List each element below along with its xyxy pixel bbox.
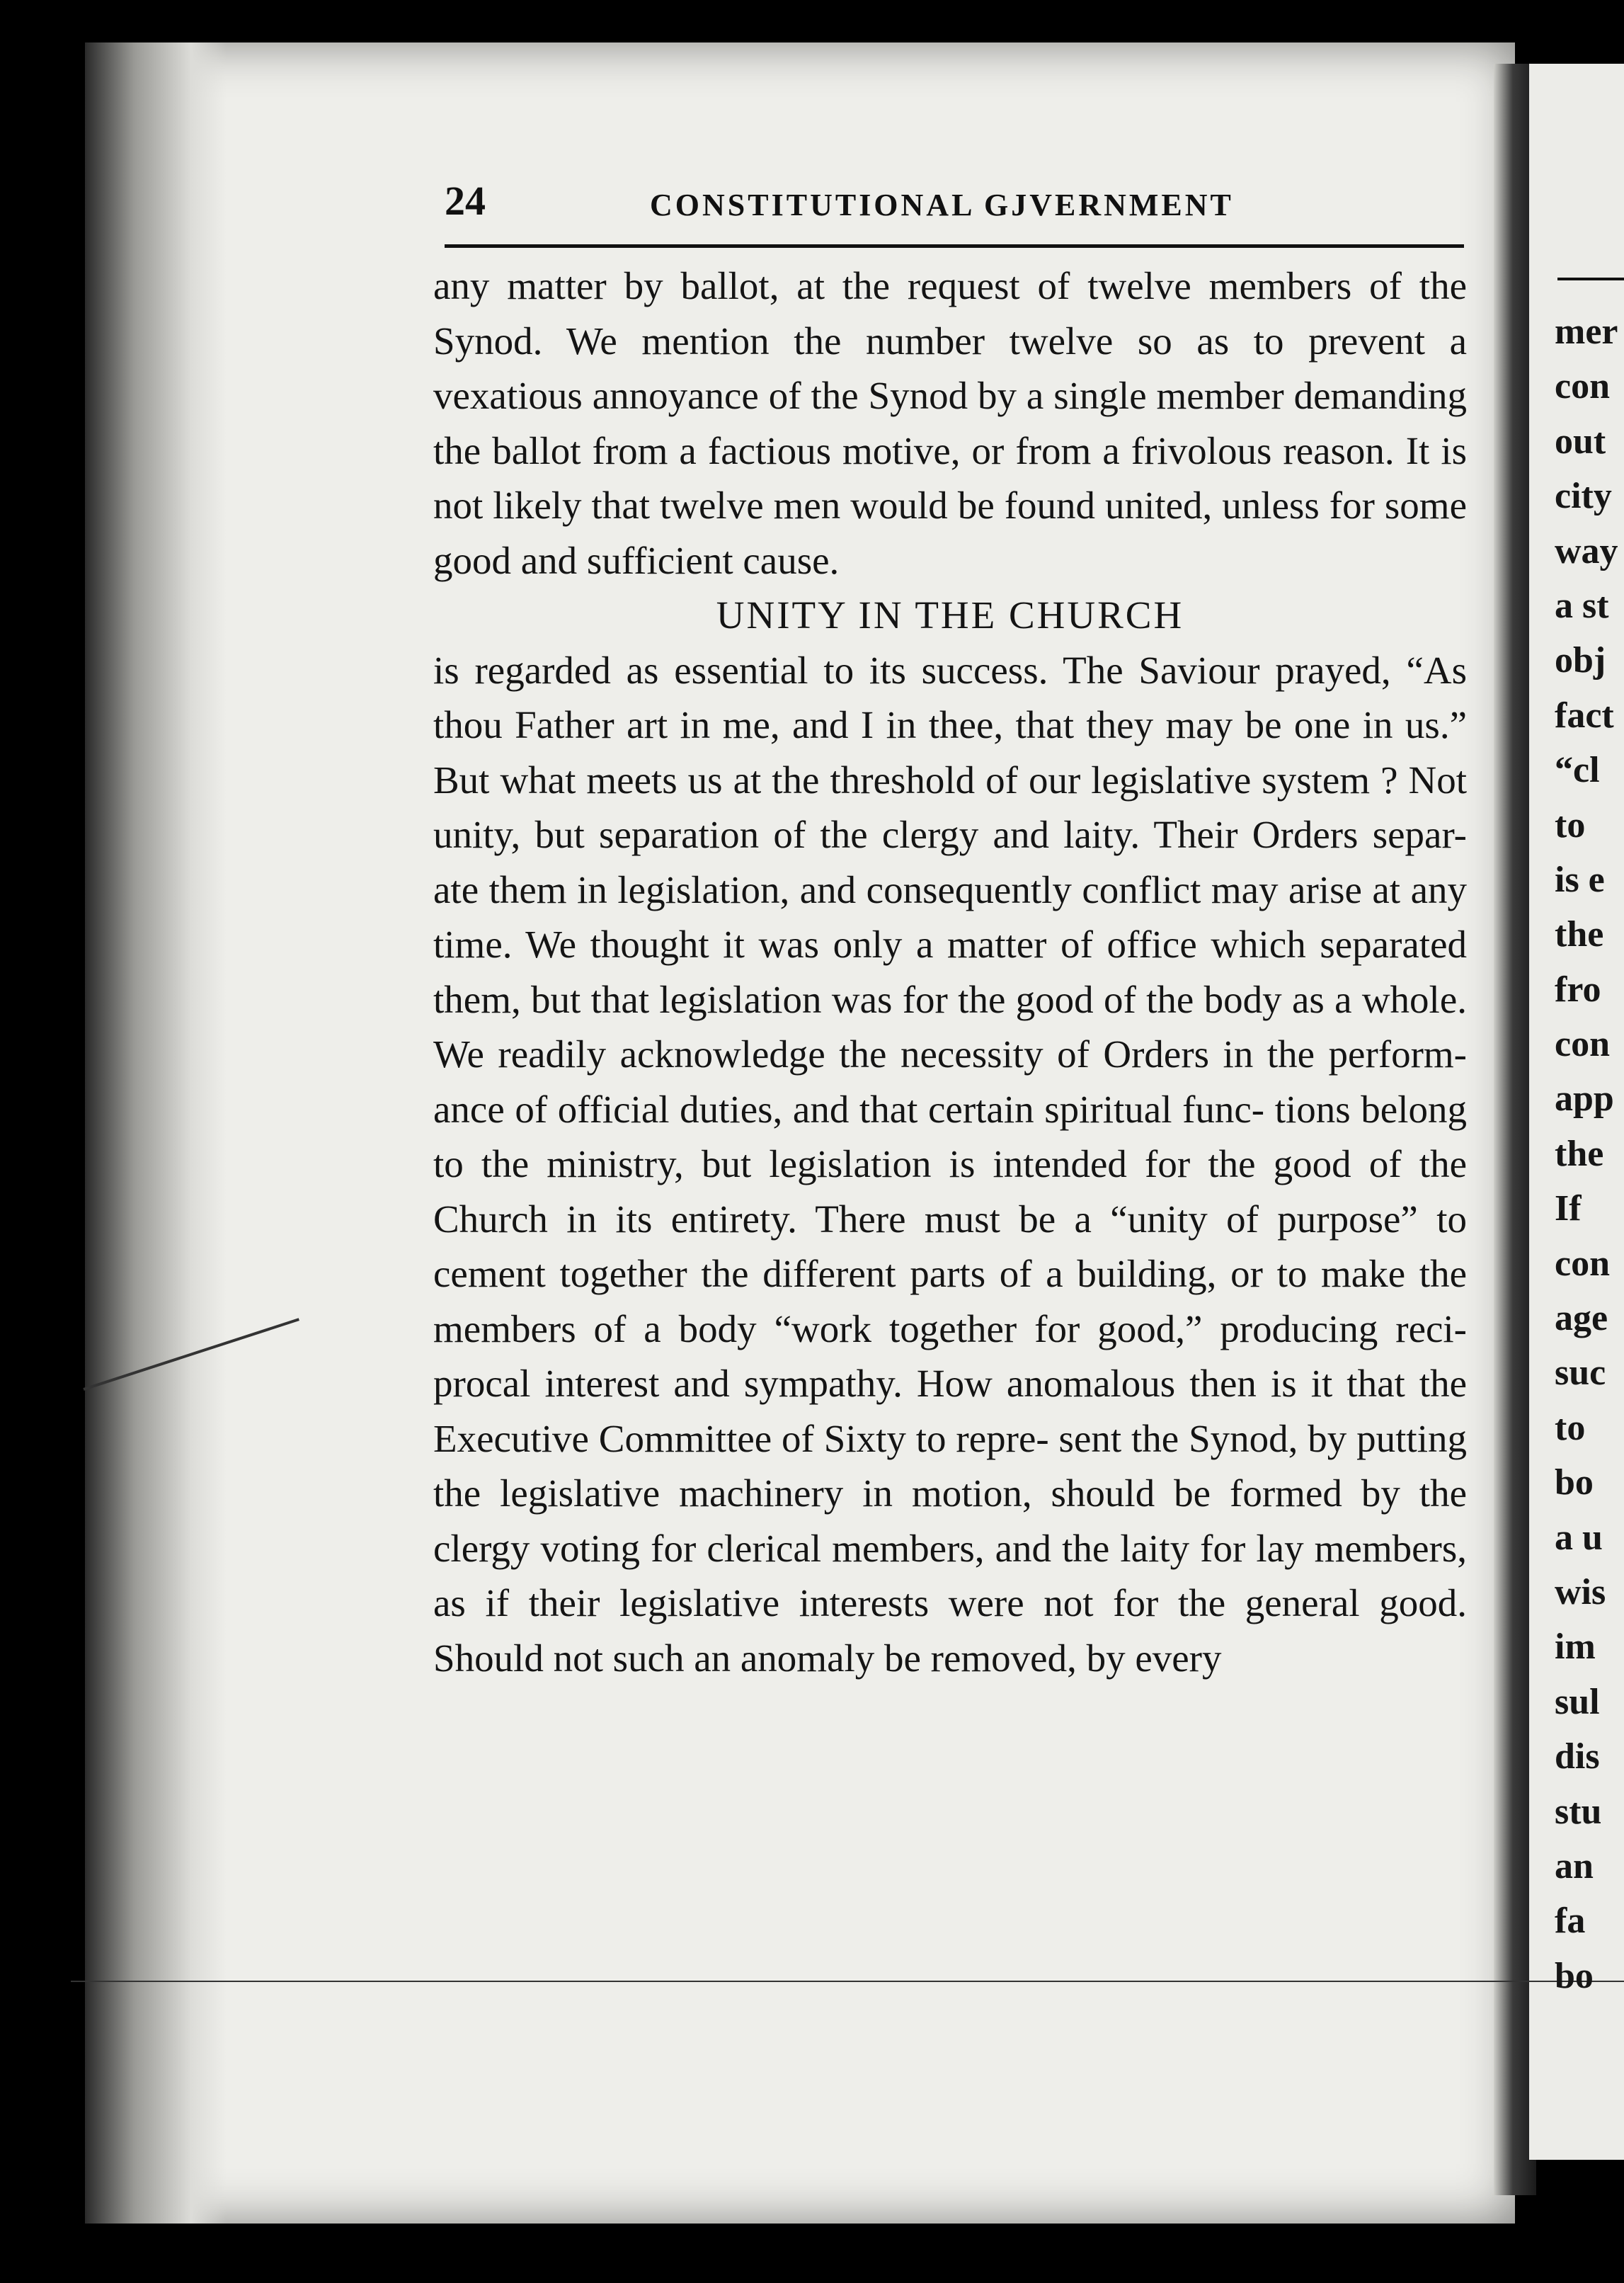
adjacent-line-fragment: an xyxy=(1555,1845,1594,1886)
adjacent-line-fragment: bo xyxy=(1555,1955,1594,1996)
paragraph-ballot: any matter by ballot, at the request of twelve members of the Synod. We mention the number twelve so as to prevent a vexatious annoyance of the Synod by a single member demanding the ballot from a factious motive, or from a frivolous reason. It is not likely that twelve men would be found united, unless for some good and sufficient cause. xyxy=(433,264,1467,582)
adjacent-line-fragment: fro xyxy=(1555,969,1601,1010)
adjacent-line-fragment: to xyxy=(1555,804,1586,846)
adjacent-page-text xyxy=(1555,304,1624,2003)
adjacent-page-rule xyxy=(1557,278,1624,280)
adjacent-line-fragment: suc xyxy=(1555,1353,1606,1394)
body-text xyxy=(433,258,1467,1685)
adjacent-line-fragment: sul xyxy=(1555,1681,1600,1722)
adjacent-line-fragment: age xyxy=(1555,1298,1608,1339)
adjacent-line-fragment: fact xyxy=(1555,695,1614,736)
adjacent-line-fragment: bo xyxy=(1555,1462,1594,1503)
adjacent-line-fragment: a st xyxy=(1555,585,1609,626)
adjacent-line-fragment: city xyxy=(1555,476,1612,517)
adjacent-line-fragment: stu xyxy=(1555,1791,1602,1832)
adjacent-line-fragment: the xyxy=(1555,1133,1604,1174)
adjacent-line-fragment: obj xyxy=(1555,640,1606,681)
adjacent-line-fragment: im xyxy=(1555,1627,1596,1668)
page-number: 24 xyxy=(445,178,486,224)
adjacent-line-fragment: fa xyxy=(1555,1901,1586,1942)
adjacent-line-fragment: way xyxy=(1555,530,1618,571)
adjacent-line-fragment: con xyxy=(1555,1024,1610,1065)
scan-line xyxy=(71,1981,1624,1982)
adjacent-line-fragment: con xyxy=(1555,1243,1610,1284)
adjacent-line-fragment: app xyxy=(1555,1078,1614,1120)
adjacent-line-fragment: is e xyxy=(1555,859,1605,900)
header-rule xyxy=(445,244,1464,248)
running-head: CONSTITUTIONAL GJVERNMENT xyxy=(650,188,1234,222)
binding-shadow-left xyxy=(85,42,227,2224)
adjacent-line-fragment: wis xyxy=(1555,1571,1606,1612)
adjacent-line-fragment: mer xyxy=(1555,312,1618,352)
adjacent-line-fragment: con xyxy=(1555,366,1610,407)
adjacent-line-fragment: a u xyxy=(1555,1517,1603,1558)
page-header xyxy=(445,177,1464,234)
adjacent-line-fragment: “cl xyxy=(1555,750,1600,791)
adjacent-line-fragment: the xyxy=(1555,914,1604,955)
adjacent-line-fragment: If xyxy=(1555,1188,1582,1229)
adjacent-line-fragment: out xyxy=(1555,421,1606,462)
adjacent-line-fragment: dis xyxy=(1555,1736,1600,1777)
section-heading: UNITY IN THE CHURCH xyxy=(716,593,1184,637)
adjacent-line-fragment: to xyxy=(1555,1407,1586,1448)
paragraph-unity: is regarded as essential to its success. The Saviour prayed, “As thou Father art in me, and I in thee, that they may be one in us.” But what meets us at the threshold of our legislative system ? Not unity, but separation of the clergy and laity. Their Orders separ- ate them in legislation, and consequently conflict may arise at any time. We thought it was only a matter of office which separated them, but that legislation was for the good of the body as a whole. We readily acknowledge the necessity of Orders in the perform- ance of official duties, and that certain spiritual func- tions belong to the ministry, but legislation is intended for the good of the Church in its entirety. There must be a “unity of purpose” to cement together the different parts of a building, or to make the members of a body “work together for good,” producing reci- procal interest and sympathy. How anomalous then is it that the Executive Committee of Sixty to repre- sent the Synod, by putting the legislative machinery in motion, should be formed by the clergy voting for clerical members, and the laity for lay members, as if their legislative interests were not for the general good. Should not such an anomaly be removed, by every xyxy=(433,648,1467,1680)
